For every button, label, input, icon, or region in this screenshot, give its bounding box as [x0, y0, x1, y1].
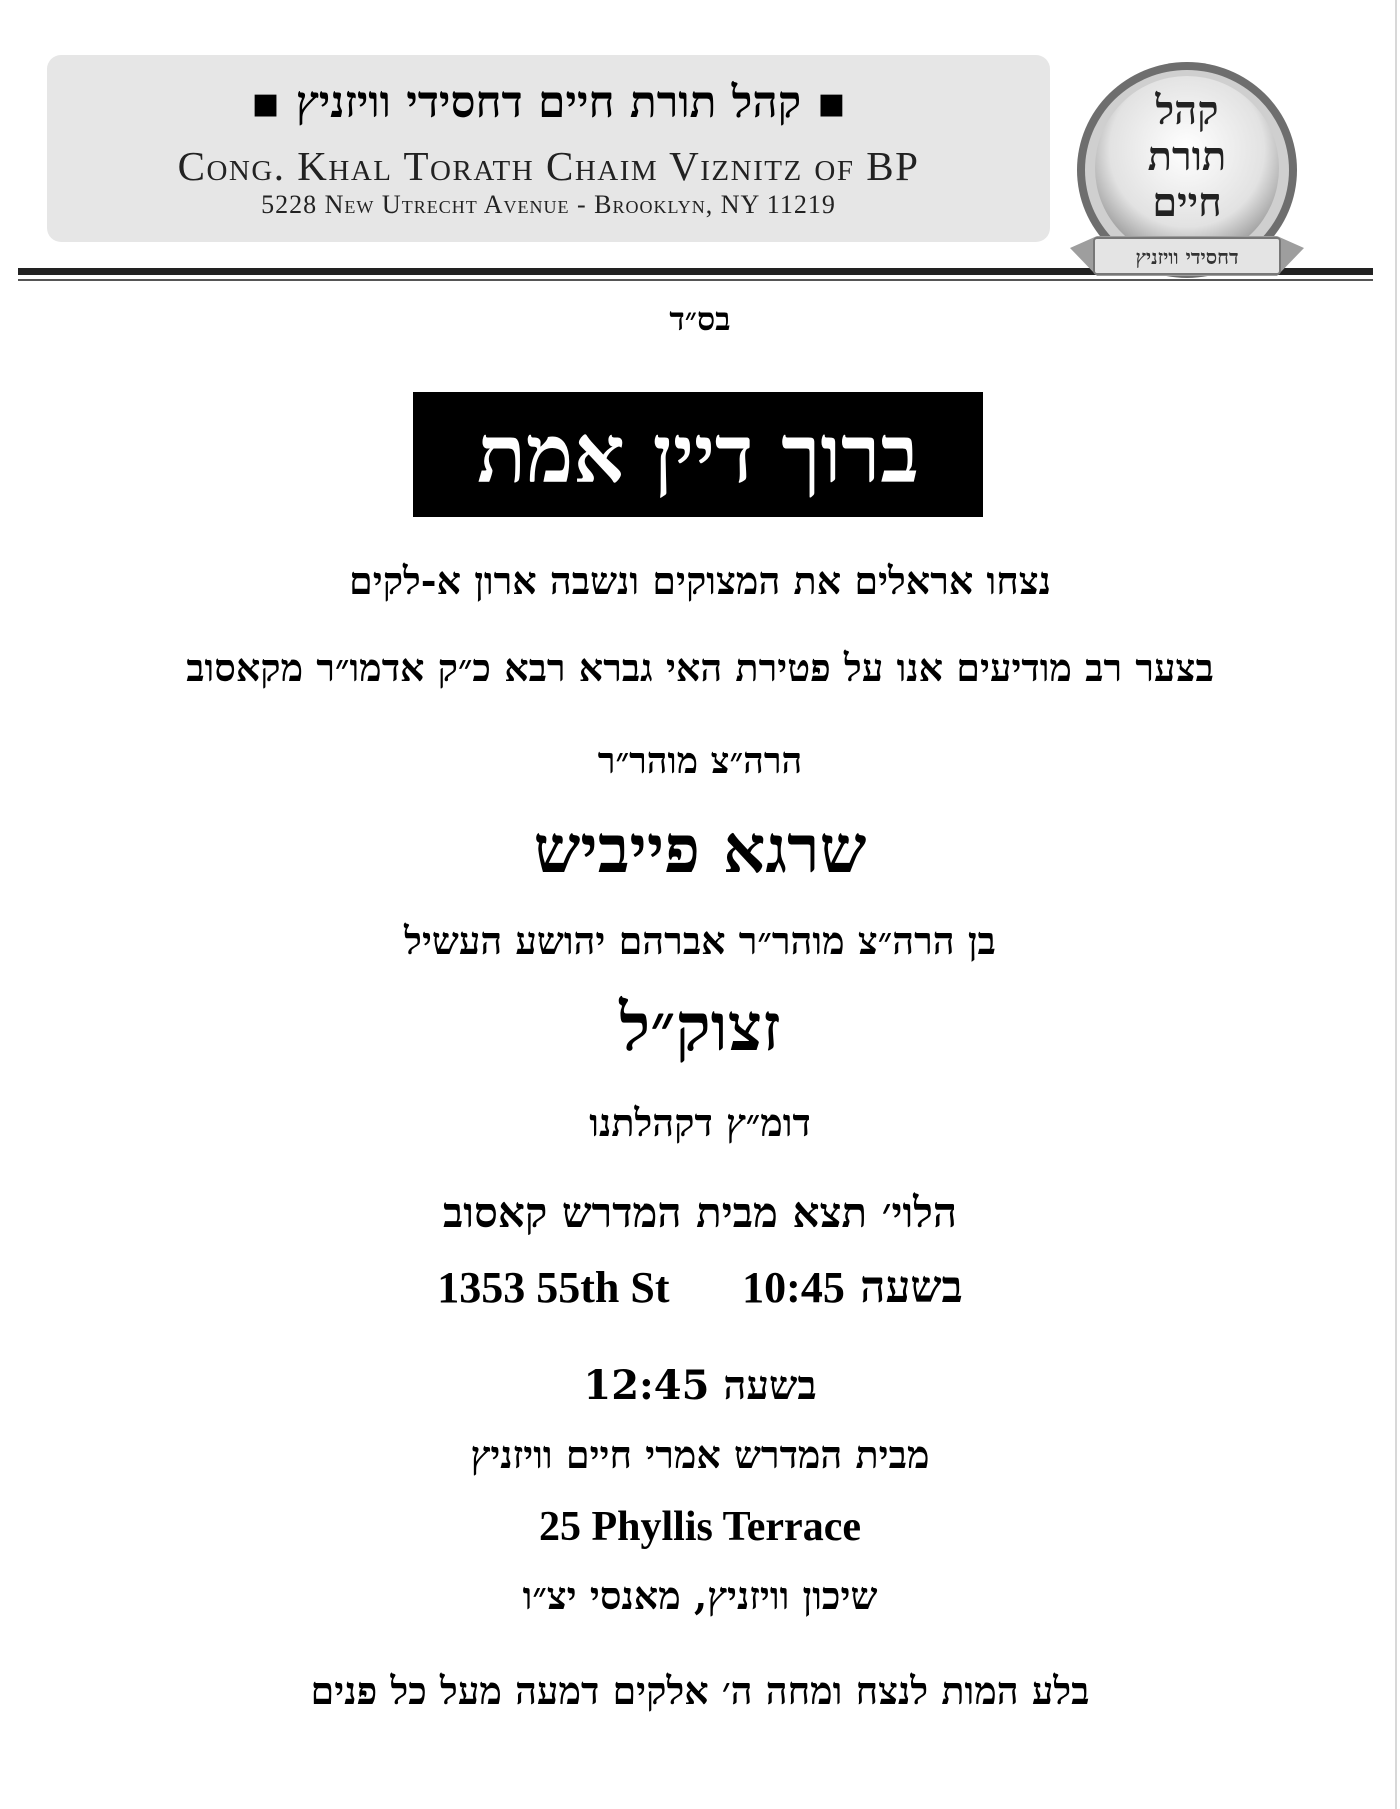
first-address: 1353 55th St [437, 1263, 670, 1312]
seal-text-line1: קהל [1155, 87, 1219, 134]
congregation-hebrew-name: ▪ קהל תורת חיים דחסידי וויזניץ ▪ [250, 77, 847, 128]
notice-honorific: הרה״צ מוהר״ר [597, 740, 803, 782]
first-time: 10:45 [742, 1263, 845, 1312]
deceased-name: שרגא פייביש [533, 810, 867, 888]
deceased-role: דומ״ץ דקהלתנו [589, 1100, 811, 1145]
notice-title: ברוך דיין אמת [413, 392, 983, 517]
header-banner [47, 55, 1050, 242]
bsd-mark: בס״ד [669, 300, 731, 338]
notice-announcement: בצער רב מודיעים אנו על פטירת האי גברא רבא כ״ק אדמו״ר מקאסוב [186, 645, 1214, 690]
first-address-time [0, 1262, 1400, 1313]
closing-verse: בלע המות לנצח ומחה ה׳ אלקים דמעה מעל כל פנים [310, 1668, 1090, 1713]
second-place: מבית המדרש אמרי חיים וויזניץ [470, 1432, 930, 1477]
congregation-address: 5228 New Utrecht Avenue - Brooklyn, NY 11219 [261, 190, 836, 219]
second-city: שיכון וויזניץ, מאנסי יצ״ו [522, 1573, 878, 1618]
seal-text-line2: תורת [1147, 133, 1227, 180]
second-time: בשעה 12:45 [583, 1362, 817, 1409]
levaya-location: הלוי׳ תצא מבית המדרש קאסוב [442, 1188, 958, 1237]
seal-banner-text: דחסידי וויזניץ [1135, 245, 1239, 269]
deceased-father: בן הרה״צ מוהר״ר אברהם יהושע העשיל [404, 918, 996, 963]
congregation-seal-logo [1062, 58, 1312, 298]
first-time-word: בשעה [860, 1262, 963, 1313]
notice-zatzal: זצוק״ל [619, 988, 781, 1066]
congregation-english-name: Cong. Khal Torath Chaim Viznitz of BP [177, 143, 920, 189]
seal-text-line3: חיים [1152, 179, 1222, 226]
notice-verse: נצחו אראלים את המצוקים ונשבה ארון א-לקים [349, 558, 1051, 603]
second-address: 25 Phyllis Terrace [539, 1504, 861, 1550]
